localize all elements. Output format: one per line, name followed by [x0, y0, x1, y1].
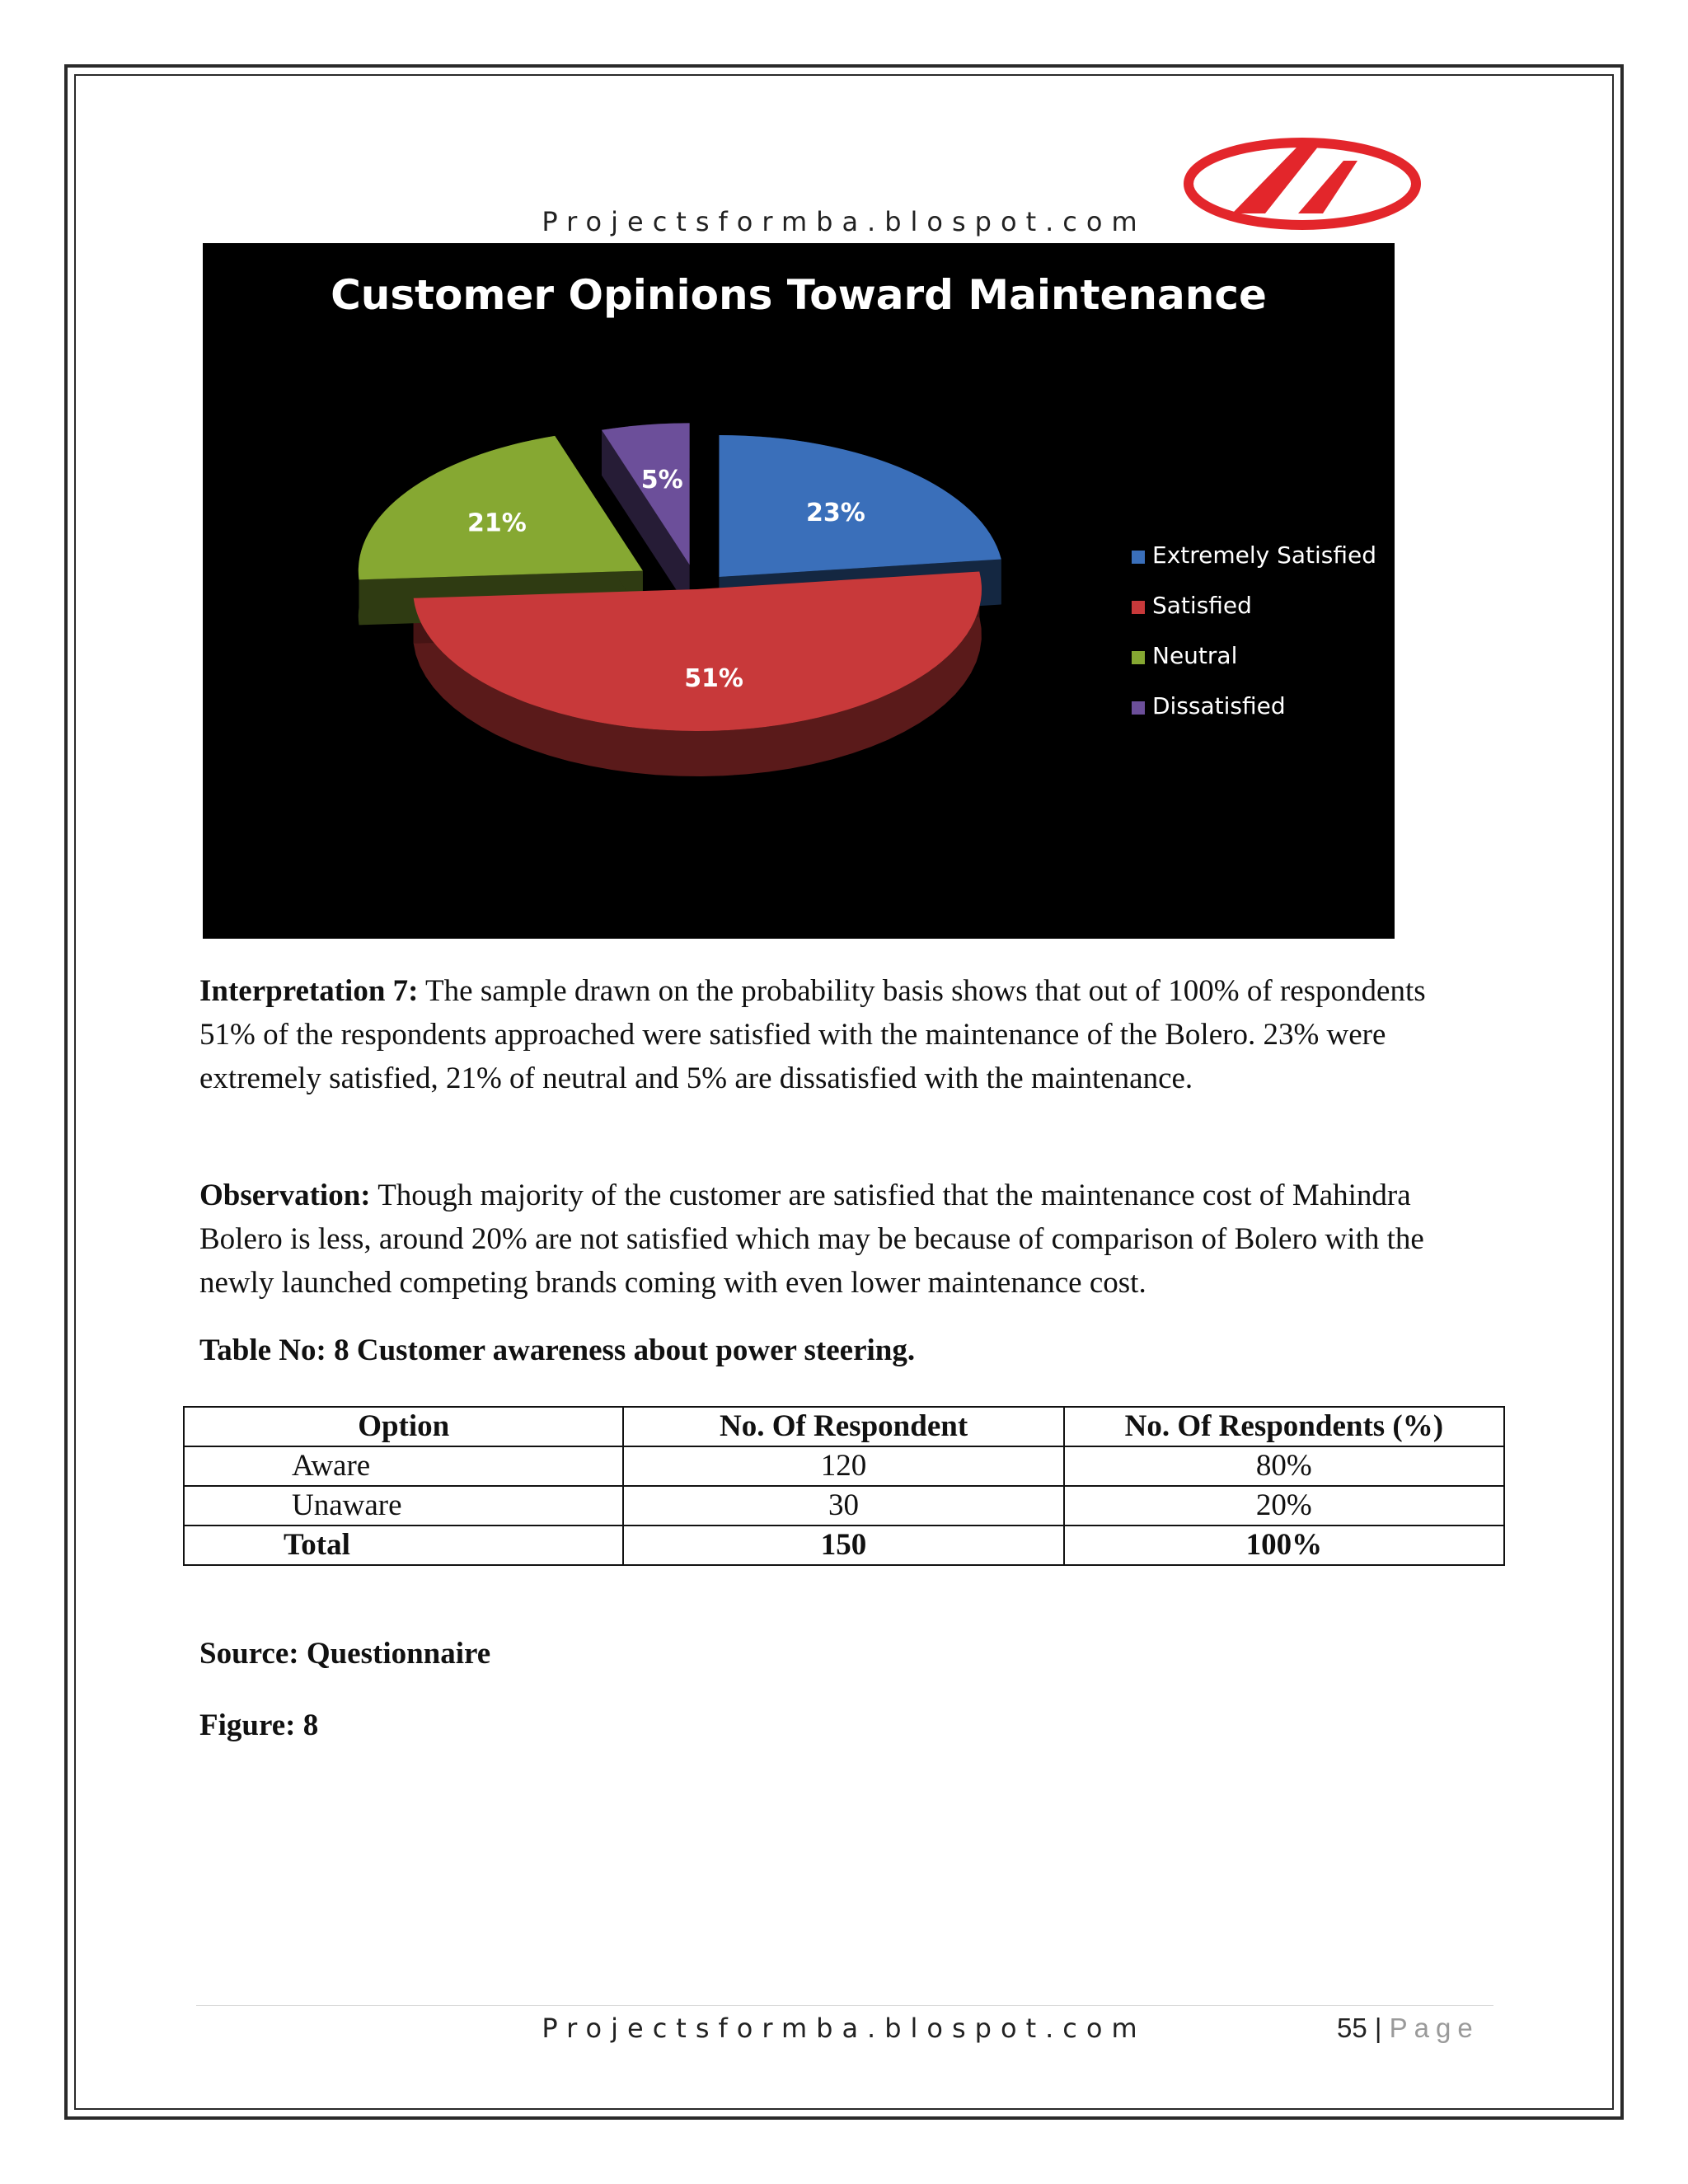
- table-cell: 20%: [1064, 1486, 1504, 1526]
- observation-text: Though majority of the customer are satisfied that the maintenance cost of Mahindra Bolero is less, around 20% are not satisfied which may be because of comparison of Bolero with the newly launched competing brands coming with even lower maintenance cost.: [199, 1179, 1424, 1300]
- footer-page-number: [1337, 2013, 1479, 2044]
- pie-data-label: 23%: [805, 499, 865, 527]
- interpretation-paragraph: [199, 969, 1485, 1100]
- footer-divider: [196, 2005, 1493, 2006]
- legend-label: Satisfied: [1152, 592, 1252, 619]
- legend-label: Neutral: [1152, 642, 1238, 669]
- legend-swatch: [1132, 551, 1145, 564]
- table-header-cell: Option: [184, 1407, 623, 1446]
- footer-site-text: Projectsformba.blospot.com: [542, 2013, 1146, 2044]
- table-total-row: [184, 1526, 1504, 1565]
- table-row: [184, 1486, 1504, 1526]
- pie-data-label: 21%: [467, 509, 527, 538]
- observation-label: Observation:: [199, 1179, 371, 1212]
- pie-chart: [203, 243, 1395, 939]
- interpretation-text: The sample drawn on the probability basis shows that out of 100% of respondents 51% of the respondents approached were satisfied with the maintenance of the Bolero. 23% were extremely satisfied, 21% of neutral and 5% are dissatisfied with the maintenance.: [199, 974, 1426, 1095]
- observation-paragraph: [199, 1174, 1485, 1305]
- table-row: [184, 1446, 1504, 1486]
- table-cell: 100%: [1064, 1526, 1504, 1565]
- table-cell: 80%: [1064, 1446, 1504, 1486]
- legend-label: Extremely Satisfied: [1152, 541, 1377, 569]
- pie-data-label: 5%: [640, 466, 683, 494]
- interpretation-label: Interpretation 7:: [199, 974, 419, 1008]
- table-title: Table No: 8 Customer awareness about power steering.: [199, 1333, 916, 1367]
- table-header-cell: No. Of Respondent: [623, 1407, 1063, 1446]
- legend-swatch: [1132, 601, 1145, 614]
- table-cell: Aware: [184, 1446, 623, 1486]
- table-header-row: [184, 1407, 1504, 1446]
- table-cell: 120: [623, 1446, 1063, 1486]
- source-caption: Source: Questionnaire: [199, 1637, 491, 1671]
- figure-caption: Figure: 8: [199, 1708, 319, 1742]
- chart-title: Customer Opinions Toward Maintenance: [331, 271, 1267, 319]
- table-cell: Total: [184, 1526, 623, 1565]
- page-word: Page: [1389, 2013, 1479, 2043]
- awareness-table: [183, 1406, 1505, 1566]
- pie-data-label: 51%: [684, 664, 744, 694]
- table-cell: Unaware: [184, 1486, 623, 1526]
- legend-swatch: [1132, 651, 1145, 664]
- header-site-text: Projectsformba.blospot.com: [542, 206, 1146, 237]
- legend-label: Dissatisfied: [1152, 692, 1286, 719]
- legend-swatch: [1132, 701, 1145, 715]
- table-header-cell: No. Of Respondents (%): [1064, 1407, 1504, 1446]
- pie-slice: [359, 436, 643, 579]
- page-separator: |: [1374, 2013, 1382, 2043]
- page-number: 55: [1337, 2013, 1367, 2043]
- table-cell: 150: [623, 1526, 1063, 1565]
- table-cell: 30: [623, 1486, 1063, 1526]
